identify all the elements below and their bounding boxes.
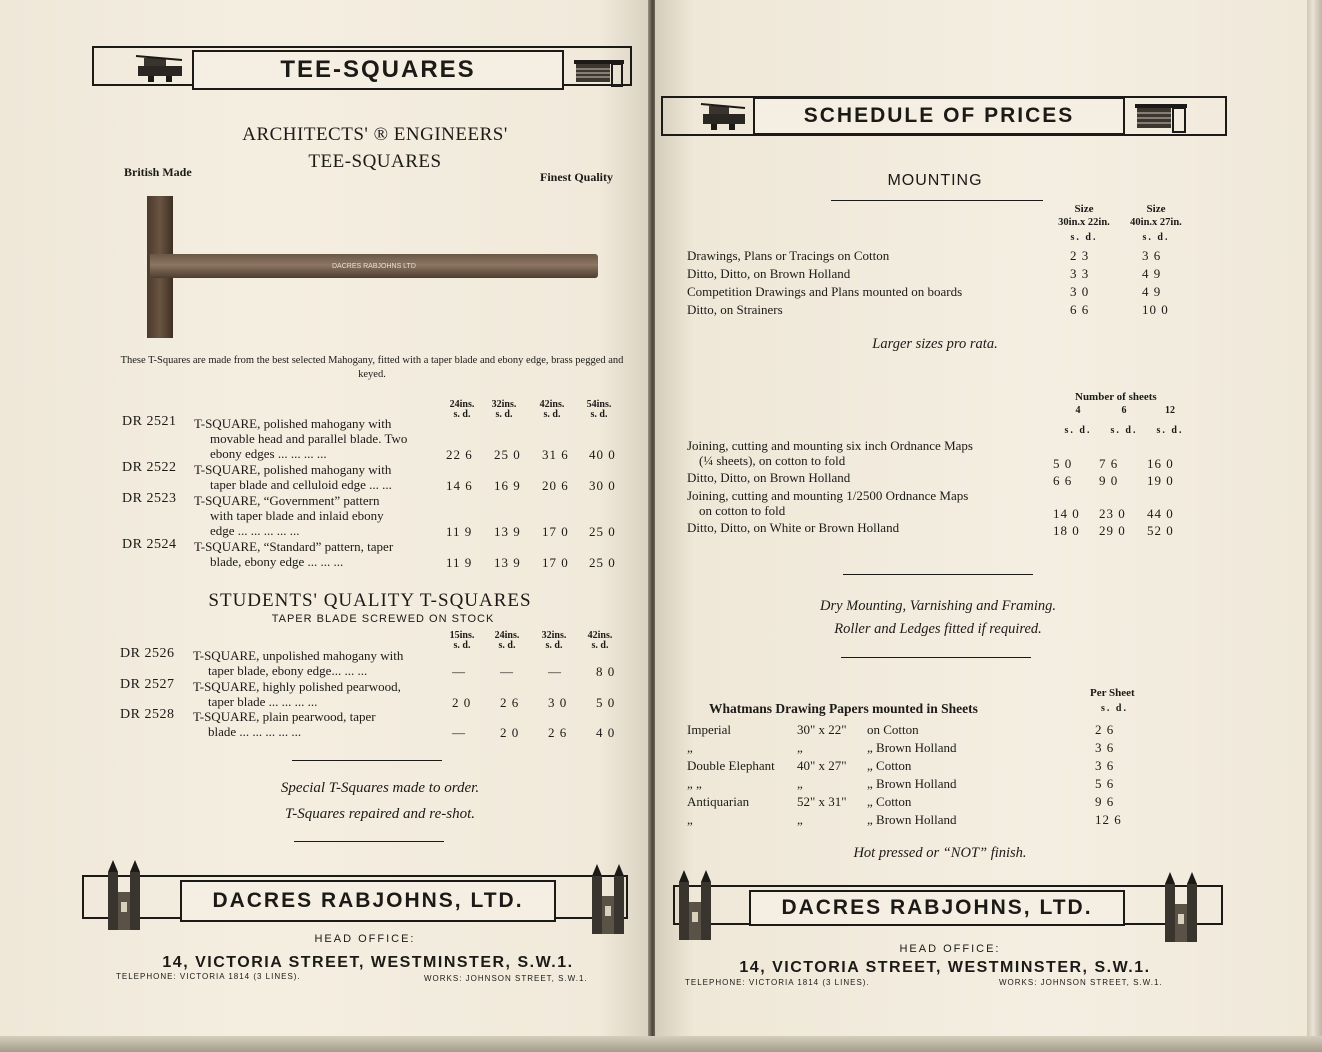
paper-mounting: „ Brown Holland [867,740,957,755]
head-office-label: HEAD OFFICE: [314,933,416,945]
price-cell: 18 0 [1053,523,1080,538]
price-cell: 5 0 [1053,456,1073,471]
mounting-item-label: Ditto, on Strainers [687,302,783,317]
product-description-line: movable head and parallel blade. Two [210,431,408,446]
column-units-header: s. d. [591,640,609,651]
plan-chest-icon [1133,102,1189,134]
price-cell: 7 6 [1099,456,1119,471]
product-description-line: T-SQUARE, unpolished mahogany with [193,648,404,663]
sheet-units: s. d. [1156,425,1184,436]
per-sheet-units: s. d. [1101,703,1128,714]
price-cell: 4 9 [1142,284,1162,299]
maps-item-label: Ditto, Ditto, on Brown Holland [687,470,851,485]
column-size-header: 24ins. [494,630,520,641]
column-size-header: 32ins. [491,399,517,410]
telephone: TELEPHONE: VICTORIA 1814 (3 LINES). [685,978,870,987]
left-page [0,0,650,1040]
size-dimensions: 30in.x 22in. [1058,217,1110,228]
size-units: s. d. [1142,232,1170,243]
westminster-abbey-icon [675,868,715,942]
product-description-line: blade ... ... ... ... ... [208,724,302,739]
price-cell: 2 6 [548,725,568,740]
size-label: Size [1074,203,1094,215]
drafting-machine-icon [699,100,749,132]
product-code: DR 2527 [120,677,175,692]
column-units-header: s. d. [453,640,471,651]
price-cell: 11 9 [446,555,473,570]
product-description-line: taper blade, ebony edge... ... ... [208,663,368,678]
price-cell: 8 0 [596,664,616,679]
price-cell: 2 3 [1070,248,1090,263]
price-cell: 11 9 [446,524,473,539]
page-edge [1307,0,1322,1052]
product-description-line: edge ... ... ... ... ... [210,523,300,538]
product-description-line: T-SQUARE, “Standard” pattern, taper [194,539,394,554]
price-cell: 3 0 [1070,284,1090,299]
plan-chest-icon [572,58,626,88]
sheet-count: 12 [1165,405,1175,416]
paper-name: „ [687,812,693,827]
price-cell: 4 9 [1142,266,1162,281]
price-cell: 2 0 [452,695,472,710]
drafting-machine-icon [134,52,186,84]
price-cell: 31 6 [542,447,569,462]
footer-company: DACRES RABJOHNS, LTD. [180,880,556,922]
price-cell: 52 0 [1147,523,1174,538]
product-code: DR 2524 [122,537,177,552]
price-cell: 17 0 [542,524,569,539]
description-text: These T-Squares are made from the best selected Mahogany, fitted with a taper blade and ebony edge, brass pegged and keyed. [120,355,624,380]
price-cell: 29 0 [1099,523,1126,538]
telephone: TELEPHONE: VICTORIA 1814 (3 LINES). [116,972,301,981]
price-cell: 44 0 [1147,506,1174,521]
paper-name: Double Elephant [687,758,775,773]
price-cell: 13 9 [494,524,521,539]
mounting-item-label: Ditto, Ditto, on Brown Holland [687,266,851,281]
banner-title: SCHEDULE OF PRICES [753,97,1125,135]
column-size-header: 54ins. [586,399,612,410]
sheet-count: 6 [1121,405,1127,416]
address: 14, VICTORIA STREET, WESTMINSTER, S.W.1. [739,959,1151,976]
paper-size: „ [797,740,803,755]
banner-title: TEE-SQUARES [192,50,564,90]
column-size-header: 24ins. [449,399,475,410]
paper-name: „ „ [687,776,702,791]
price-cell: 13 9 [494,555,521,570]
size-units: s. d. [1070,232,1098,243]
finish-note: Hot pressed or “NOT” finish. [853,845,1027,861]
product-code: DR 2526 [120,646,175,661]
price-cell: 6 6 [1053,473,1073,488]
maps-item-label: Ditto, Ditto, on White or Brown Holland [687,520,900,535]
price-cell: 23 0 [1099,506,1126,521]
per-sheet-header: Per Sheet [1090,687,1135,699]
product-code: DR 2523 [122,491,177,506]
price-cell: — [500,664,514,679]
page-edge [0,1036,1322,1052]
price-cell: 9 6 [1095,794,1115,809]
maps-item-label: (¼ sheets), on cotton to fold [699,453,846,468]
note-special-order: Special T-Squares made to order. [280,780,480,796]
paper-size: 52" x 31" [797,794,847,809]
divider [841,657,1031,658]
westminster-abbey-icon [588,862,628,936]
british-made-label: British Made [124,165,192,179]
column-units-header: s. d. [590,409,608,420]
price-cell: 25 0 [589,524,616,539]
heading-architects: ARCHITECTS' ® ENGINEERS' [242,124,508,145]
dry-mounting-note: Dry Mounting, Varnishing and Framing. [819,598,1057,614]
column-size-header: 15ins. [449,630,475,641]
product-code: DR 2528 [120,707,175,722]
students-title: STUDENTS' QUALITY T-SQUARES [208,590,532,611]
column-size-header: 42ins. [539,399,565,410]
right-page [655,0,1307,1040]
product-description-line: taper blade and celluloid edge ... ... [210,477,392,492]
product-description-line: T-SQUARE, polished mahogany with [194,416,392,431]
column-units-header: s. d. [545,640,563,651]
paper-mounting: on Cotton [867,722,919,737]
product-description-line: blade, ebony edge ... ... ... [210,554,344,569]
westminster-abbey-icon [104,858,144,932]
roller-note: Roller and Ledges fitted if required. [834,621,1042,637]
column-units-header: s. d. [453,409,471,420]
price-cell: 5 6 [1095,776,1115,791]
price-cell: 12 6 [1095,812,1122,827]
price-cell: 14 0 [1053,506,1080,521]
paper-name: Antiquarian [687,794,750,809]
price-cell: 17 0 [542,555,569,570]
column-size-header: 32ins. [541,630,567,641]
sheet-count: 4 [1075,405,1081,416]
price-cell: 2 6 [500,695,520,710]
paper-mounting: „ Cotton [867,758,912,773]
price-cell: 22 6 [446,447,473,462]
finest-quality-label: Finest Quality [540,170,614,184]
works-address: WORKS: JOHNSON STREET, S.W.1. [424,974,588,983]
paper-name: „ [687,740,693,755]
price-cell: 20 6 [542,478,569,493]
price-cell: 40 0 [589,447,616,462]
heading-tee-squares: TEE-SQUARES [308,151,442,172]
divider [292,760,442,761]
price-cell: 19 0 [1147,473,1174,488]
price-cell: 5 0 [596,695,616,710]
whatmans-title: Whatmans Drawing Papers mounted in Sheets [709,701,978,716]
maps-item-label: Joining, cutting and mounting six inch Ordnance Maps [687,438,973,453]
price-cell: — [452,725,466,740]
works-address: WORKS: JOHNSON STREET, S.W.1. [999,978,1163,987]
price-cell: — [548,664,562,679]
column-units-header: s. d. [495,409,513,420]
price-cell: 16 9 [494,478,521,493]
price-cell: 14 6 [446,478,473,493]
mounting-item-label: Competition Drawings and Plans mounted on boards [687,284,963,299]
divider [843,574,1033,575]
paper-name: Imperial [687,722,732,737]
product-code: DR 2522 [122,460,177,475]
divider [294,841,444,842]
product-description-line: T-SQUARE, “Government” pattern [194,493,380,508]
price-cell: 6 6 [1070,302,1090,317]
westminster-abbey-icon [1161,870,1201,944]
footer-company: DACRES RABJOHNS, LTD. [749,890,1125,926]
mounting-title: MOUNTING [887,172,983,189]
product-description-line: with taper blade and inlaid ebony [210,508,384,523]
head-office-label: HEAD OFFICE: [899,943,1001,955]
maps-item-label: Joining, cutting and mounting 1/2500 Ordnance Maps [687,488,969,503]
paper-size: 30" x 22" [797,722,847,737]
column-units-header: s. d. [498,640,516,651]
sheet-units: s. d. [1064,425,1092,436]
larger-sizes-note: Larger sizes pro rata. [872,336,998,352]
price-cell: 2 0 [500,725,520,740]
price-cell: 3 6 [1142,248,1162,263]
paper-size: „ [797,812,803,827]
maps-item-label: on cotton to fold [699,503,786,518]
price-cell: 2 6 [1095,722,1115,737]
students-subtitle: TAPER BLADE SCREWED ON STOCK [271,613,495,625]
price-cell: 3 0 [548,695,568,710]
price-cell: 3 6 [1095,740,1115,755]
column-size-header: 42ins. [587,630,613,641]
paper-size: „ [797,776,803,791]
price-cell: 3 6 [1095,758,1115,773]
price-cell: 30 0 [589,478,616,493]
price-cell: 25 0 [494,447,521,462]
price-cell: — [452,664,466,679]
product-description-line: taper blade ... ... ... ... [208,694,318,709]
size-dimensions: 40in.x 27in. [1130,217,1182,228]
paper-size: 40" x 27" [797,758,847,773]
product-description-line: T-SQUARE, plain pearwood, taper [193,709,376,724]
product-description-line: T-SQUARE, polished mahogany with [194,462,392,477]
column-units-header: s. d. [543,409,561,420]
size-label: Size [1146,203,1166,215]
price-cell: 16 0 [1147,456,1174,471]
price-cell: 9 0 [1099,473,1119,488]
product-description-line: ebony edges ... ... ... ... [210,446,327,461]
address: 14, VICTORIA STREET, WESTMINSTER, S.W.1. [162,954,574,971]
price-cell: 4 0 [596,725,616,740]
blade-stamp: DACRES RABJOHNS LTD [332,263,416,270]
paper-mounting: „ Brown Holland [867,812,957,827]
product-code: DR 2521 [122,414,177,429]
note-repaired: T-Squares repaired and re-shot. [285,806,475,822]
sheets-header: Number of sheets [1075,391,1157,403]
divider [831,200,1043,201]
price-cell: 3 3 [1070,266,1090,281]
sheet-units: s. d. [1110,425,1138,436]
product-description-line: T-SQUARE, highly polished pearwood, [193,679,401,694]
price-cell: 10 0 [1142,302,1169,317]
mounting-item-label: Drawings, Plans or Tracings on Cotton [687,248,890,263]
paper-mounting: „ Cotton [867,794,912,809]
price-cell: 25 0 [589,555,616,570]
paper-mounting: „ Brown Holland [867,776,957,791]
